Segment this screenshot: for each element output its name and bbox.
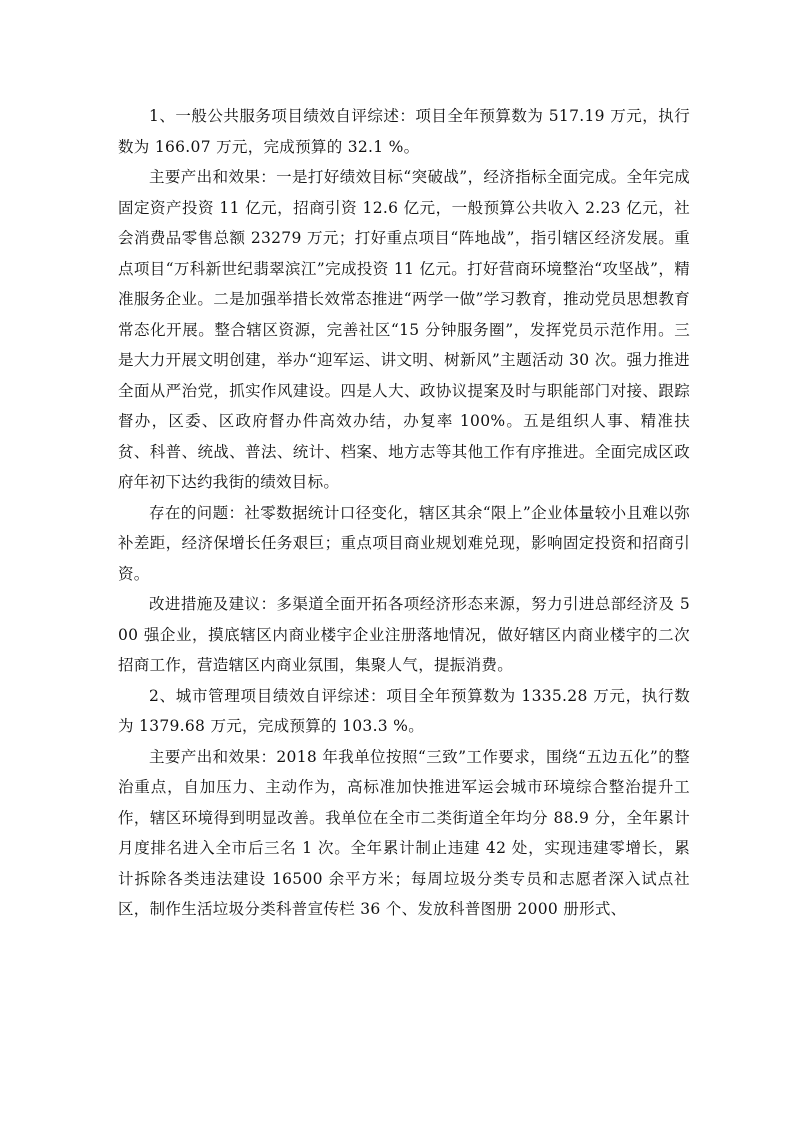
- paragraph-general-services-outputs: 主要产出和效果：一是打好绩效目标“突破战”，经济指标全面完成。全年完成固定资产投资 11 亿元，招商引资 12.6 亿元，一般预算公共收入 2.23 亿元，社会消费品零售总额 23279 万元；打好重点项目“阵地战”，指引辖区经济发展。重点项目“万科新世纪翡翠滨江”完成投资 11 亿元。打好营商环境整治“攻坚战”，精准服务企业。二是加强举措长效常态推进“两学一做”学习教育，推动党员思想教育常态化开展。整合辖区资源，完善社区“15 分钟服务圈”，发挥党员示范作用。三是大力开展文明创建，举办“迎军运、讲文明、树新风”主题活动 30 次。强力推进全面从严治党，抓实作风建设。四是人大、政协议提案及时与职能部门对接、跟踪督办，区委、区政府督办件高效办结，办复率 100%。五是组织人事、精准扶贫、科普、统战、普法、统计、档案、地方志等其他工作有序推进。全面完成区政府年初下达约我街的绩效目标。: [118, 168, 690, 491]
- paragraph-urban-management-outputs: 主要产出和效果：2018 年我单位按照“三致”工作要求，围绕“五边五化”的整治重点，自加压力、主动作为，高标准加快推进军运会城市环境综合整治提升工作，辖区环境得到明显改善。我单位在全市二类街道全年均分 88.9 分，全年累计月度排名进入全市后三名 1 次。全年累计制止违建 42 处，实现违建零增长，累计拆除各类违法建设 16500 余平方米；每周垃圾分类专员和志愿者深入试点社区，制作生活垃圾分类科普宣传栏 36 个、发放科普图册 2000 册形式、: [118, 747, 690, 918]
- paragraph-general-services-problems: 存在的问题：社零数据统计口径变化，辖区其余“限上”企业体量较小且难以弥补差距，经济保增长任务艰巨；重点项目商业规划难兑现，影响固定投资和招商引资。: [118, 503, 690, 583]
- paragraph-urban-management-summary: 2、城市管理项目绩效自评综述：项目全年预算数为 1335.28 万元，执行数为 1379.68 万元，完成预算的 103.3 %。: [118, 686, 690, 735]
- document-body: [118, 101, 690, 925]
- paragraph-general-services-summary: 1、一般公共服务项目绩效自评综述：项目全年预算数为 517.19 万元，执行数为 166.07 万元，完成预算的 32.1 %。: [118, 107, 690, 156]
- paragraph-general-services-improvements: 改进措施及建议：多渠道全面开拓各项经济形态来源，努力引进总部经济及 500 强企业，摸底辖区内商业楼宇企业注册落地情况，做好辖区内商业楼宇的二次招商工作，营造辖区内商业氛围，集聚人气，提振消费。: [118, 595, 690, 674]
